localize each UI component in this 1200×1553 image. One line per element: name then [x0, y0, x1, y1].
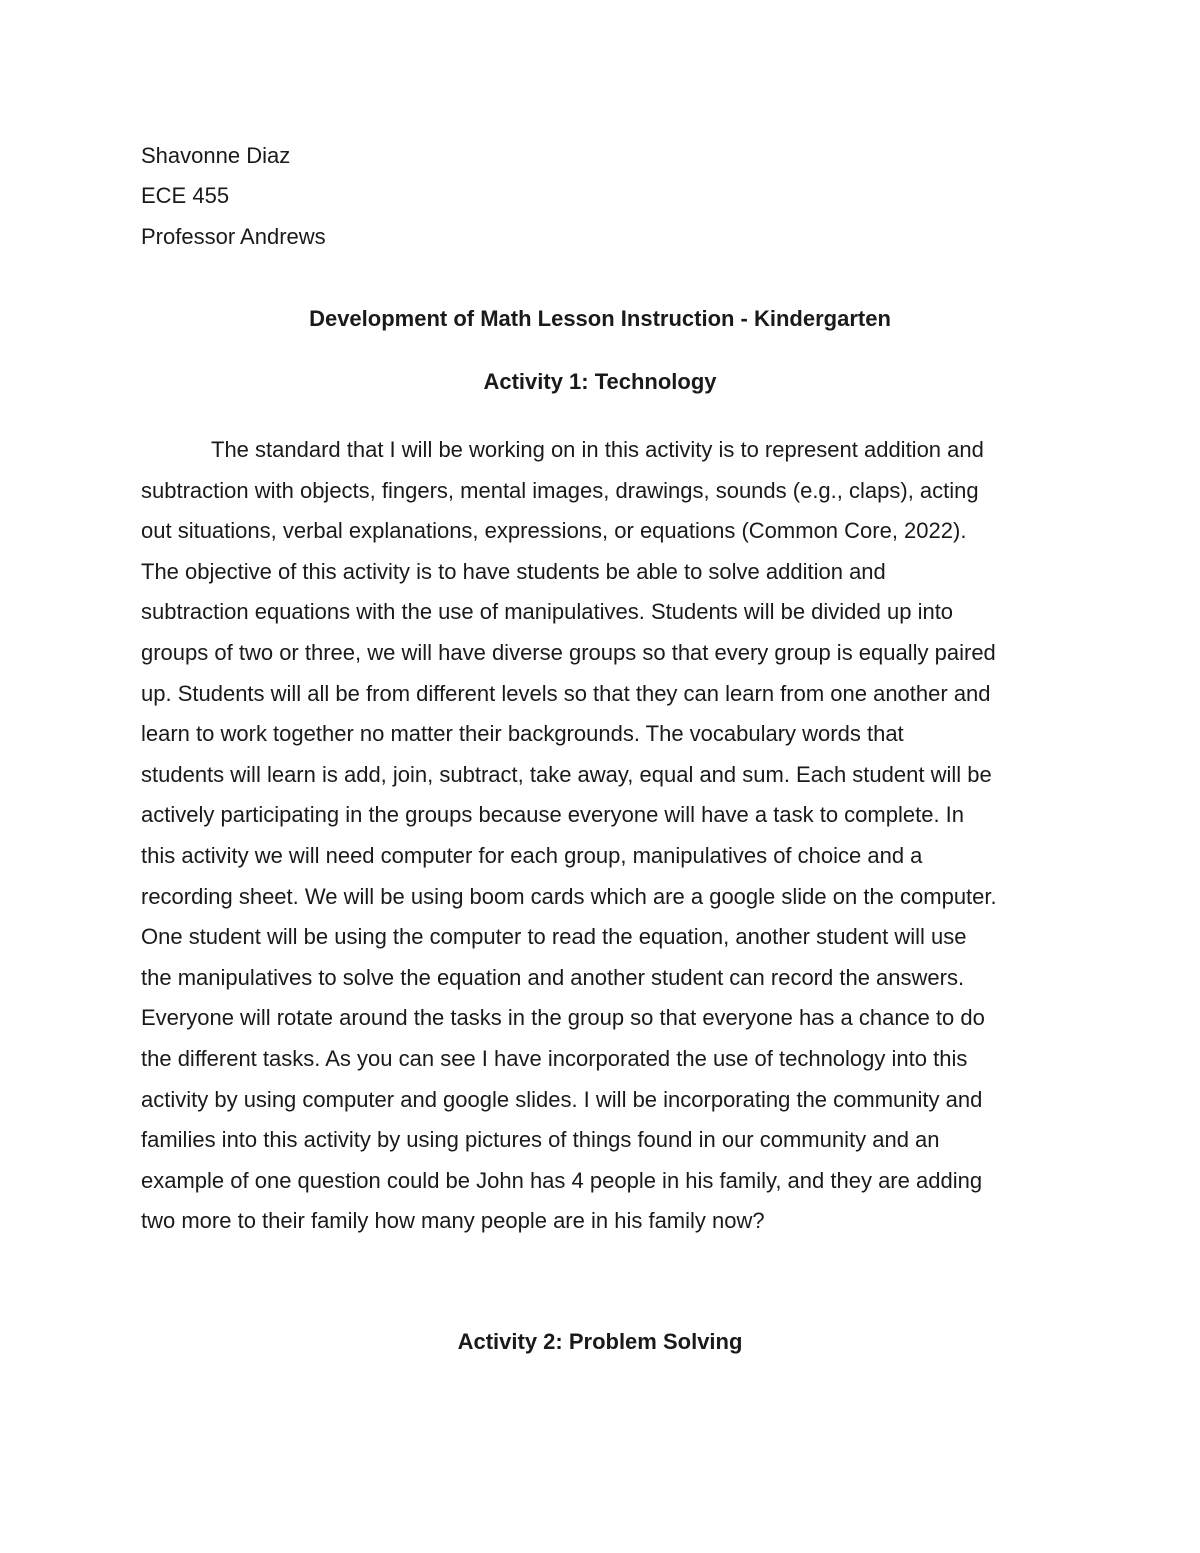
activity-1-paragraph: [141, 430, 1061, 1242]
paragraph-line: out situations, verbal explanations, expressions, or equations (Common Core, 2022).: [141, 518, 967, 544]
activity-1-heading: Activity 1: Technology: [483, 369, 717, 394]
paragraph-line: recording sheet. We will be using boom cards which are a google slide on the computer.: [141, 883, 997, 909]
activity-2-heading: Activity 2: Problem Solving: [457, 1329, 743, 1354]
paragraph-line: The objective of this activity is to have students be able to solve addition and: [141, 558, 886, 584]
document-title: Development of Math Lesson Instruction - Kindergarten: [309, 306, 891, 331]
paragraph-line: The standard that I will be working on in this activity is to represent addition and: [211, 437, 984, 462]
paragraph-line: up. Students will all be from different levels so that they can learn from one another and: [141, 680, 991, 706]
paragraph-line: actively participating in the groups because everyone will have a task to complete. In: [141, 802, 965, 828]
paragraph-line: subtraction with objects, fingers, mental images, drawings, sounds (e.g., claps), acting: [141, 477, 979, 503]
author-name: Shavonne Diaz: [141, 143, 291, 168]
paragraph-line: One student will be using the computer to read the equation, another student will use: [141, 924, 967, 950]
paragraph-line: learn to work together no matter their backgrounds. The vocabulary words that: [141, 721, 904, 747]
paragraph-line: groups of two or three, we will have diverse groups so that every group is equally paired: [141, 639, 996, 665]
paragraph-line: this activity we will need computer for each group, manipulatives of choice and a: [141, 842, 923, 868]
paragraph-line: families into this activity by using pictures of things found in our community and an: [141, 1127, 940, 1153]
paragraph-line: subtraction equations with the use of manipulatives. Students will be divided up into: [141, 599, 954, 625]
paragraph-line: the different tasks. As you can see I have incorporated the use of technology into this: [141, 1045, 968, 1071]
paragraph-line: Everyone will rotate around the tasks in the group so that everyone has a chance to do: [141, 1005, 985, 1031]
paragraph-line: example of one question could be John has 4 people in his family, and they are adding: [141, 1167, 983, 1193]
paragraph-line: students will learn is add, join, subtract, take away, equal and sum. Each student will be: [141, 761, 992, 787]
professor-name: Professor Andrews: [141, 224, 326, 249]
paragraph-line: activity by using computer and google slides. I will be incorporating the community and: [141, 1086, 983, 1112]
paragraph-line: the manipulatives to solve the equation and another student can record the answers.: [141, 964, 965, 990]
course-code: ECE 455: [141, 183, 230, 208]
paragraph-line: two more to their family how many people are in his family now?: [141, 1208, 765, 1234]
